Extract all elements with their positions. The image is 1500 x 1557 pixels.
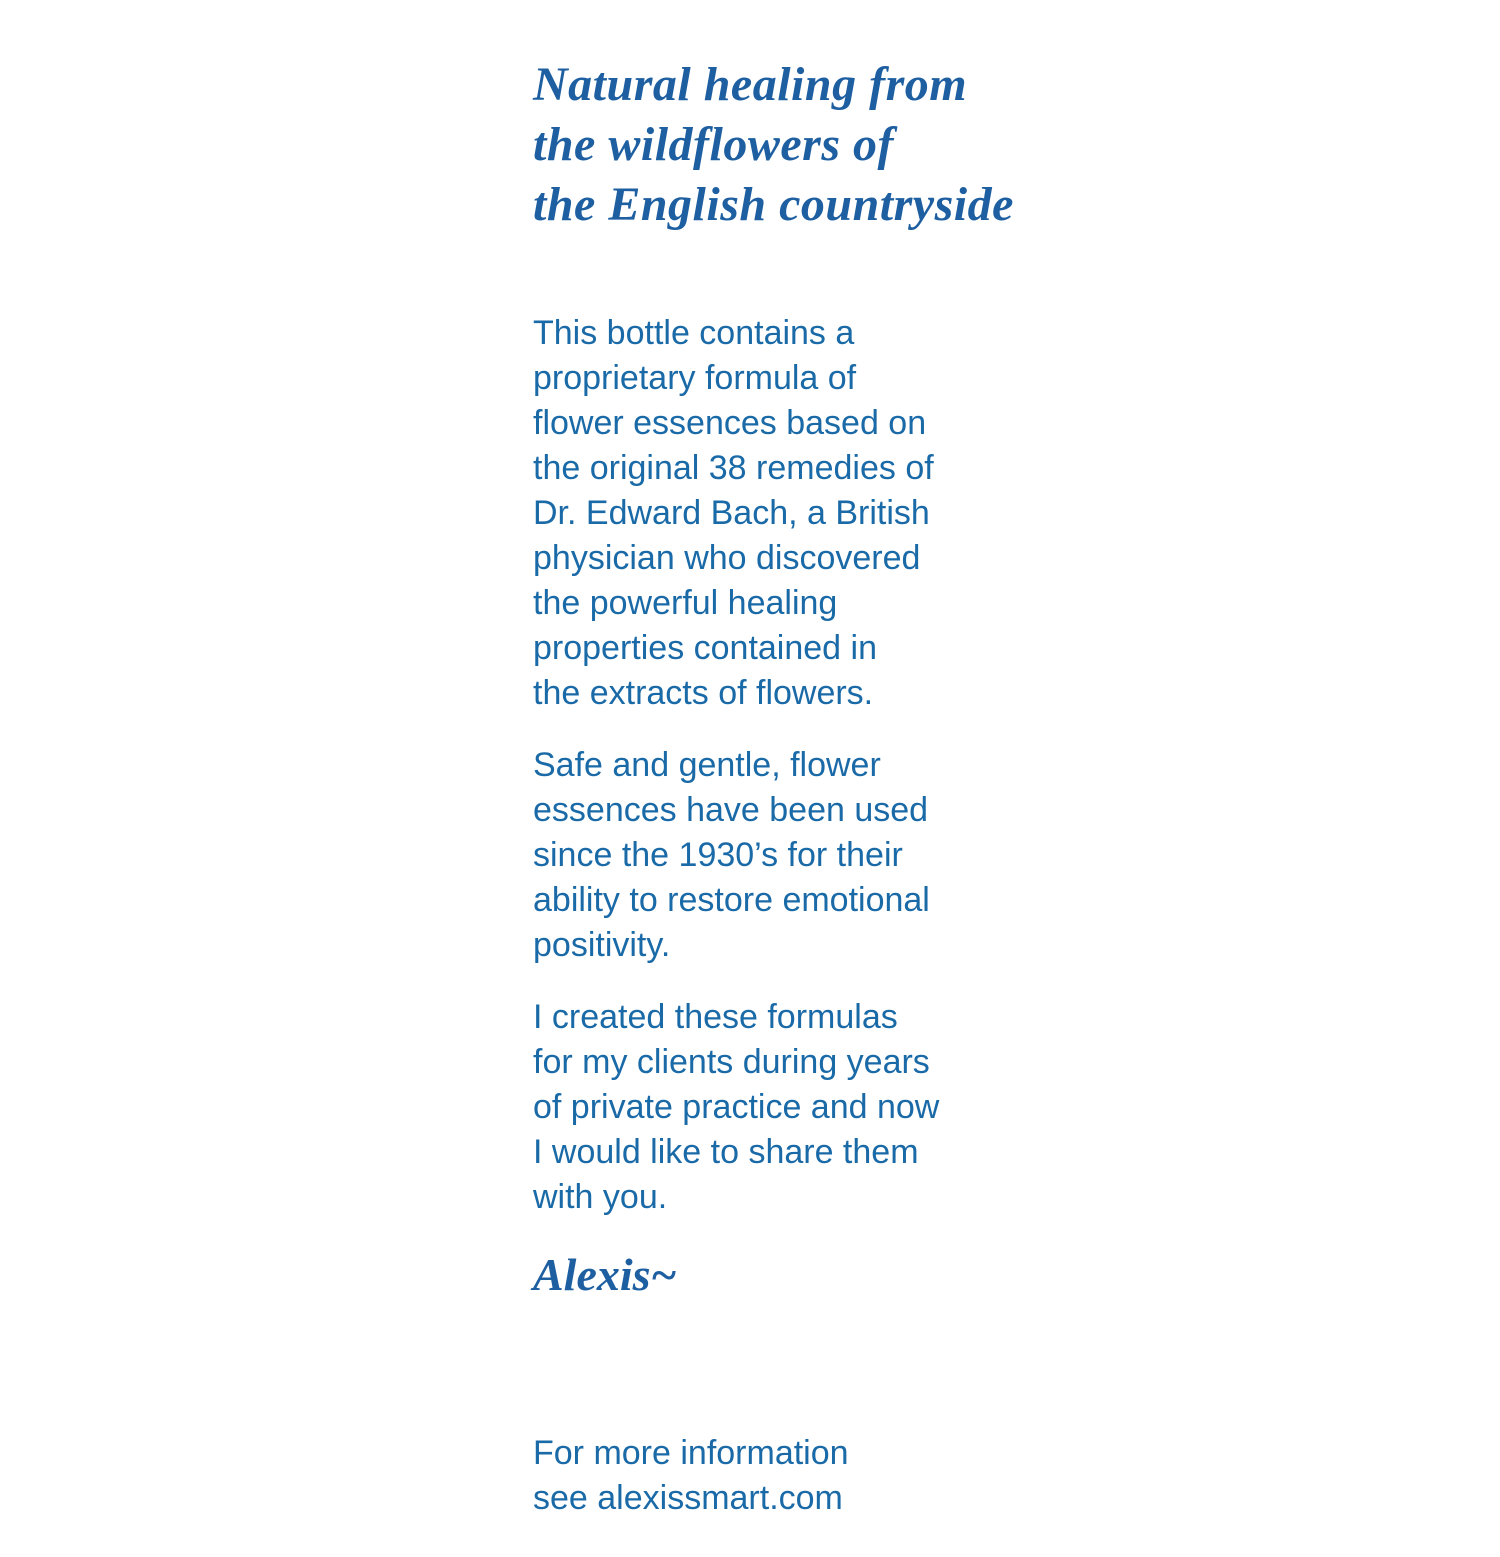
body-paragraph-1: This bottle contains a proprietary formula of flower essences based on the original 38 remedies of Dr. Edward Bach, a British physician who discovered the powerful healing properties contained in the extracts of flowers. (533, 314, 934, 712)
body-paragraph-3: I created these formulas for my clients during years of private practice and now I would like to share them with you. (533, 998, 940, 1216)
label-body (533, 311, 1073, 1220)
footer-note: For more information see alexissmart.com (533, 1434, 849, 1517)
body-paragraph-2: Safe and gentle, flower essences have been used since the 1930’s for their ability to restore emotional positivity. (533, 746, 930, 964)
label-panel (533, 0, 1073, 1557)
signature: Alexis~ (533, 1249, 677, 1300)
label-heading: Natural healing from the wildflowers of the English countryside (533, 58, 1014, 231)
